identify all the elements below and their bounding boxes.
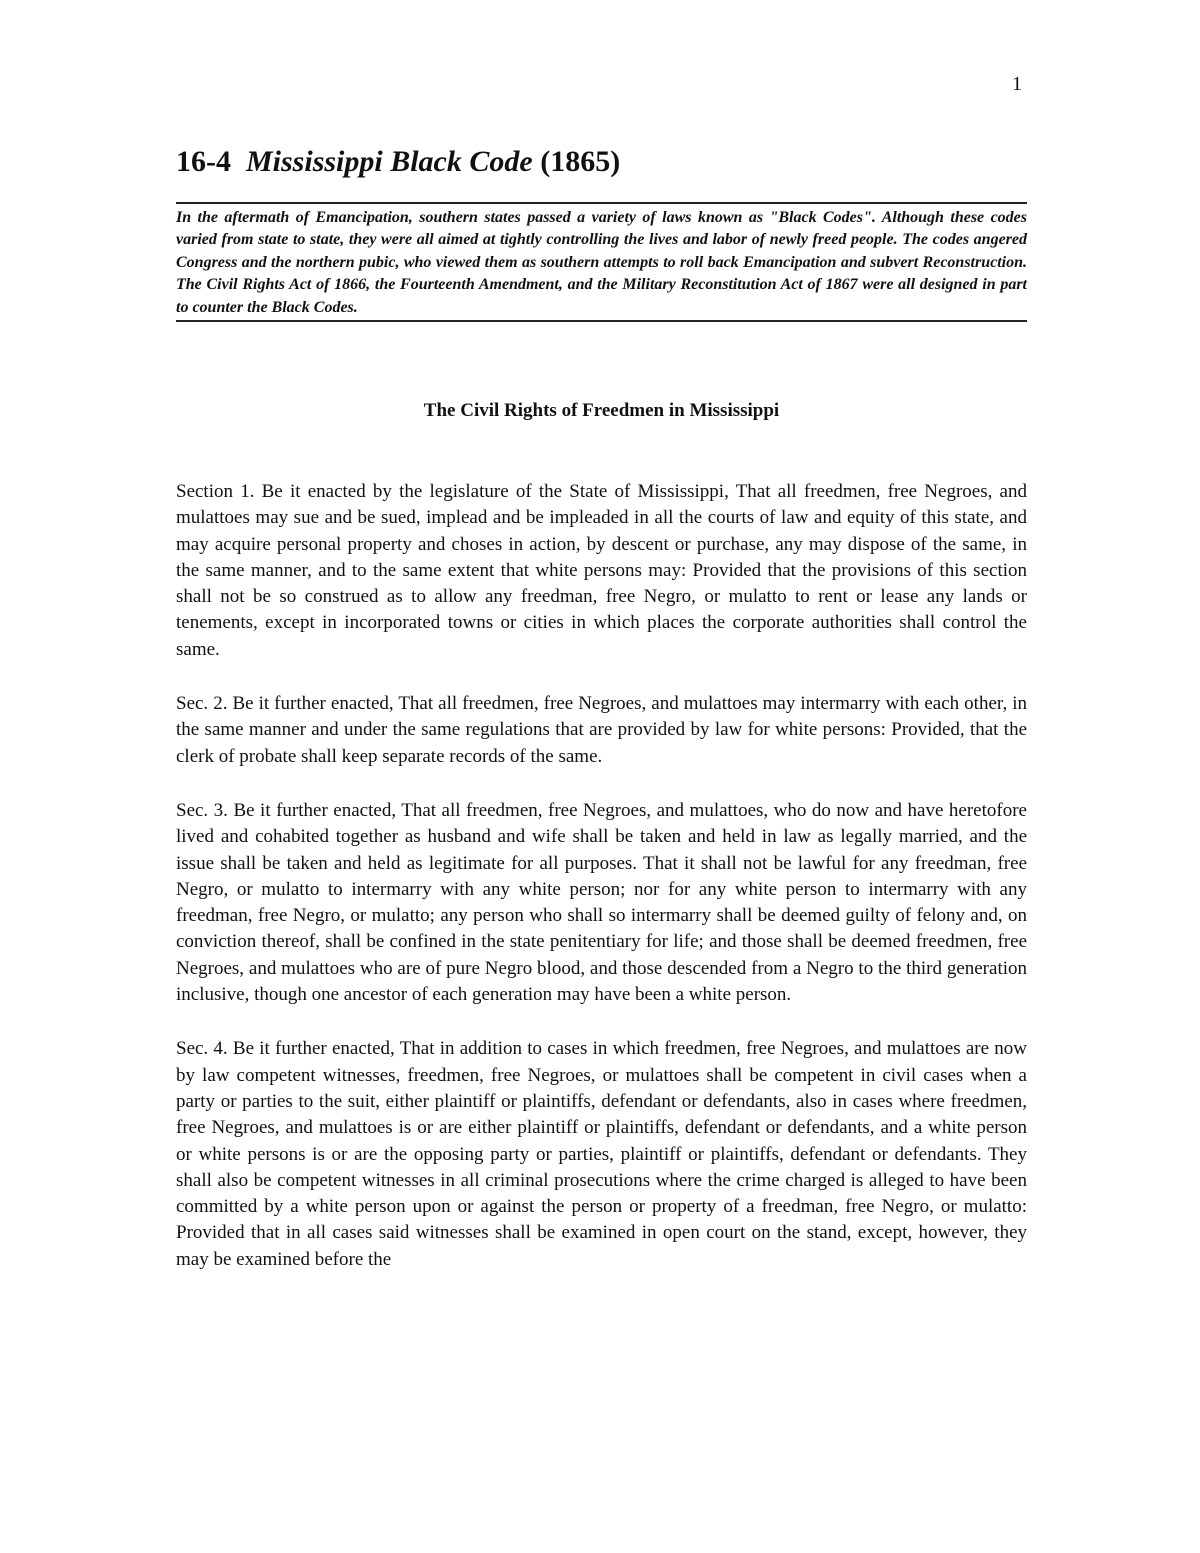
paragraph-section-1: Section 1. Be it enacted by the legislature of the State of Mississippi, That all freedmen, free Negroes, and mulattoes may sue and be sued, implead and be impleaded in all the courts of law and equity of this state, and may acquire personal property and choses in action, by descent or purchase, any may dispose of the same, in the same manner, and to the same extent that white persons may: Provided that the provisions of this section shall not be so construed as to allow any freedman, free Negro, or mulatto to rent or lease any lands or tenements, except in incorporated towns or cities in which places the corporate authorities shall control the same. — [176, 481, 1027, 660]
section-heading: The Civil Rights of Freedmen in Mississippi — [423, 400, 780, 421]
title-number: 16-4 — [176, 145, 231, 178]
title-year: (1865) — [540, 145, 621, 178]
paragraph-section-4: Sec. 4. Be it further enacted, That in addition to cases in which freedmen, free Negroes, and mulattoes are now by law competent witnesses, freedmen, free Negroes, or mulattoes shall be competent in civil cases when a party or parties to the suit, either plaintiff or plaintiffs, defendant or defendants, also in cases where freedmen, free Negroes, and mulattoes is or are either plaintiff or plaintiffs, defendant or defendants, and a white person or white persons is or are the opposing party or parties, plaintiff or plaintiffs, defendant or defendants. They shall also be competent witnesses in all criminal prosecutions where the crime charged is alleged to have been committed by a white person upon or against the person or property of a freedman, free Negro, or mulatto: Provided that in all cases said witnesses shall be examined in open court on the stand, except, however, they may be examined before the — [176, 1038, 1027, 1270]
page-number: 1 — [1012, 73, 1022, 95]
paragraph-section-2: Sec. 2. Be it further enacted, That all freedmen, free Negroes, and mulattoes may intermarry with each other, in the same manner and under the same regulations that are provided by law for white persons: Provided, that the clerk of probate shall keep separate records of the same. — [176, 693, 1027, 767]
document-title — [176, 144, 620, 180]
intro-summary: In the aftermath of Emancipation, southern states passed a variety of laws known as "Black Codes". Although these codes varied from state to state, they were all aimed at tightly controlling the lives and labor of newly freed people. The codes angered Congress and the northern pubic, who viewed them as southern attempts to roll back Emancipation and subvert Reconstruction. The Civil Rights Act of 1866, the Fourteenth Amendment, and the Military Reconstitution Act of 1867 were all designed in part to counter the Black Codes. — [176, 202, 1027, 322]
body-text — [176, 479, 1027, 1273]
title-italic: Mississippi Black Code — [246, 145, 533, 178]
paragraph-section-3: Sec. 3. Be it further enacted, That all freedmen, free Negroes, and mulattoes, who do now and have heretofore lived and cohabited together as husband and wife shall be taken and held in law as legally married, and the issue shall be taken and held as legitimate for all purposes. That it shall not be lawful for any freedman, free Negro, or mulatto to intermarry with any white person; nor for any white person to intermarry with any freedman, free Negro, or mulatto; any person who shall so intermarry shall be deemed guilty of felony and, on conviction thereof, shall be confined in the state penitentiary for life; and those shall be deemed freedmen, free Negroes, and mulattoes who are of pure Negro blood, and those descended from a Negro to the third generation inclusive, though one ancestor of each generation may have been a white person. — [176, 799, 1027, 1006]
